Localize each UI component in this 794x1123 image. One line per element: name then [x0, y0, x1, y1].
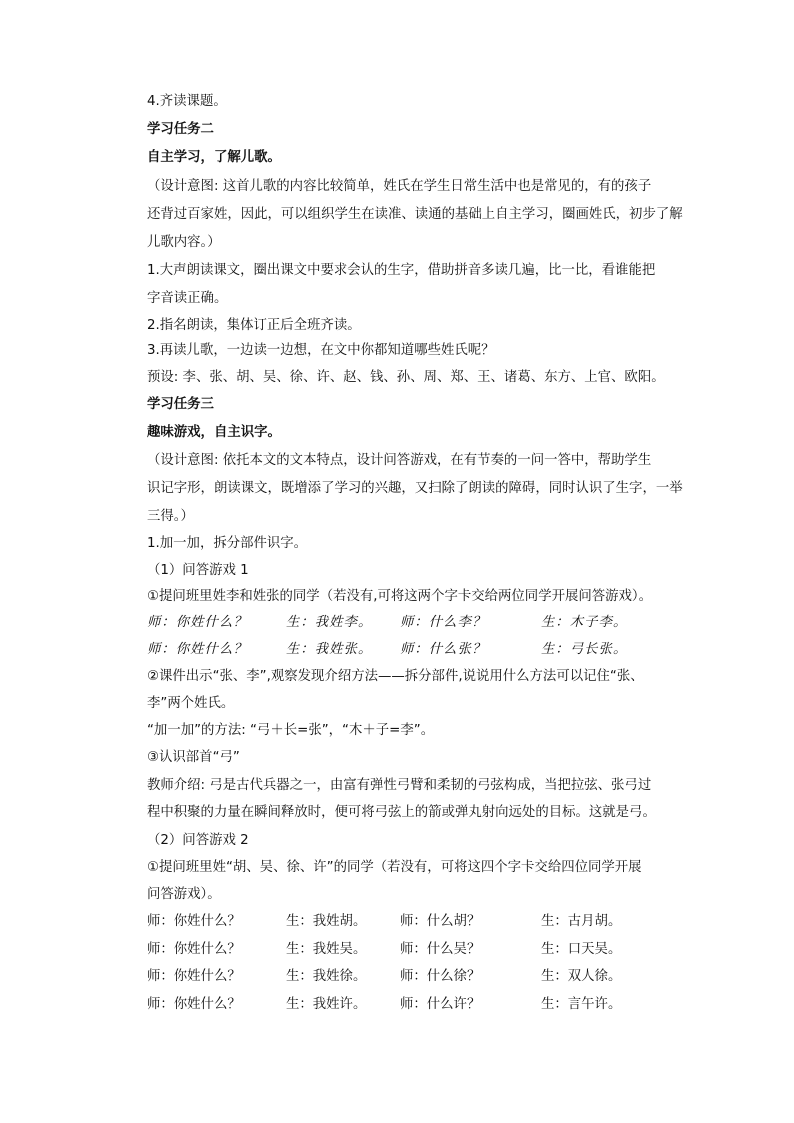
dialogue-cell: 师：你姓什么？: [147, 615, 248, 630]
courseware-step-text: ②课件出示“张、李”,观察发现介绍方法——拆分部件,说说用什么方法可以记住“张、: [147, 669, 644, 684]
design-intent-paragraph-1-cont: 还背过百家姓，因此，可以组织学生在读准、读通的基础上自主学习，圈画姓氏，初步了解: [147, 207, 683, 222]
step-1-text: 1.大声朗读课文，圈出课文中要求会认的生字，借助拼音多读几遍，比一比，看谁能把: [147, 263, 656, 278]
dialogue-cell: 生：古月胡。: [541, 914, 622, 929]
dialogue-cell: 生：我姓胡。: [286, 914, 367, 929]
dialogue-cell: 师：你姓什么？: [147, 997, 241, 1012]
courseware-step-text-cont: 李”两个姓氏。: [147, 696, 235, 711]
dialogue-cell: 师：什么张？: [400, 642, 487, 657]
game-1-instruction: ①提问班里姓李和姓张的同学（若没有,可将这两个字卡交给两位同学开展问答游戏）。: [147, 589, 653, 604]
teacher-intro-text: 教师介绍: 弓是古代兵器之一，由富有弹性弓臂和柔韧的弓弦构成，当把拉弦、张弓过: [147, 778, 652, 793]
step-3-text: 3.再读儿歌，一边读一边想，在文中你都知道哪些姓氏呢？: [147, 343, 495, 358]
preset-surnames: 预设: 李、张、胡、吴、徐、许、赵、钱、孙、周、郑、王、诸葛、东方、上官、欧阳。: [147, 370, 665, 385]
design-intent-paragraph-2-cont: 识记字形，朗读课文，既增添了学习的兴趣，又扫除了朗读的障碍，同时认识了生字，一举: [147, 481, 683, 496]
dialogue-cell: 生：双人徐。: [541, 969, 622, 984]
dialogue-cell: 生：我姓许。: [286, 997, 367, 1012]
teacher-intro-text-cont: 程中积聚的力量在瞬间释放时，便可将弓弦上的箭或弹丸射向远处的目标。这就是弓。: [147, 805, 656, 820]
step-2-text: 2.指名朗读，集体订正后全班齐读。: [147, 318, 361, 333]
game-2-heading: （2）问答游戏 2: [147, 833, 249, 848]
task-3-heading: 学习任务三: [147, 397, 214, 412]
dialogue-cell: 师：什么许？: [400, 997, 481, 1012]
game-2-instruction: ①提问班里姓“胡、吴、徐、许”的同学（若没有，可将这四个字卡交给四位同学开展: [147, 860, 642, 875]
dialogue-cell: 生：口天吴。: [541, 942, 622, 957]
step-4-text: 4.齐读课题。: [147, 94, 227, 109]
dialogue-cell: 师：你姓什么？: [147, 969, 241, 984]
game-2-instruction-cont: 问答游戏）。: [147, 887, 221, 902]
dialogue-cell: 师：你姓什么？: [147, 942, 241, 957]
design-intent-paragraph-1-end: 儿歌内容。）: [147, 235, 221, 250]
task-3-subheading: 趣味游戏，自主识字。: [147, 425, 281, 440]
dialogue-cell: 师：你姓什么？: [147, 914, 241, 929]
step-1-text-cont: 字音读正确。: [147, 291, 228, 306]
dialogue-cell: 生：我姓徐。: [286, 969, 367, 984]
design-intent-paragraph-1: （设计意图: 这首儿歌的内容比较简单，姓氏在学生日常生活中也是常见的，有的孩子: [147, 179, 652, 194]
dialogue-cell: 师：什么徐？: [400, 969, 481, 984]
design-intent-paragraph-2-end: 三得。）: [147, 509, 194, 524]
game-1-heading: （1）问答游戏 1: [147, 563, 249, 578]
dialogue-cell: 生：我姓吴。: [286, 942, 367, 957]
dialogue-cell: 生：我姓李。: [286, 615, 373, 630]
task-2-heading: 学习任务二: [147, 122, 214, 137]
radical-heading: ③认识部首“弓”: [147, 750, 240, 765]
dialogue-cell: 生：言午许。: [541, 997, 622, 1012]
dialogue-cell: 生：弓长张。: [541, 642, 628, 657]
method-1-text: 1.加一加，拆分部件识字。: [147, 536, 308, 551]
dialogue-cell: 师：什么胡？: [400, 914, 481, 929]
dialogue-cell: 生：我姓张。: [286, 642, 373, 657]
dialogue-cell: 师：你姓什么？: [147, 642, 248, 657]
design-intent-paragraph-2: （设计意图: 依托本文的文本特点，设计问答游戏，在有节奏的一问一答中，帮助学生: [147, 453, 652, 468]
dialogue-cell: 师：什么吴？: [400, 942, 481, 957]
task-2-subheading: 自主学习，了解儿歌。: [147, 150, 281, 165]
add-method-text: “加一加”的方法: “弓＋长=张”，“木＋子=李”。: [147, 723, 435, 738]
dialogue-cell: 师：什么李？: [400, 615, 487, 630]
dialogue-cell: 生：木子李。: [541, 615, 628, 630]
